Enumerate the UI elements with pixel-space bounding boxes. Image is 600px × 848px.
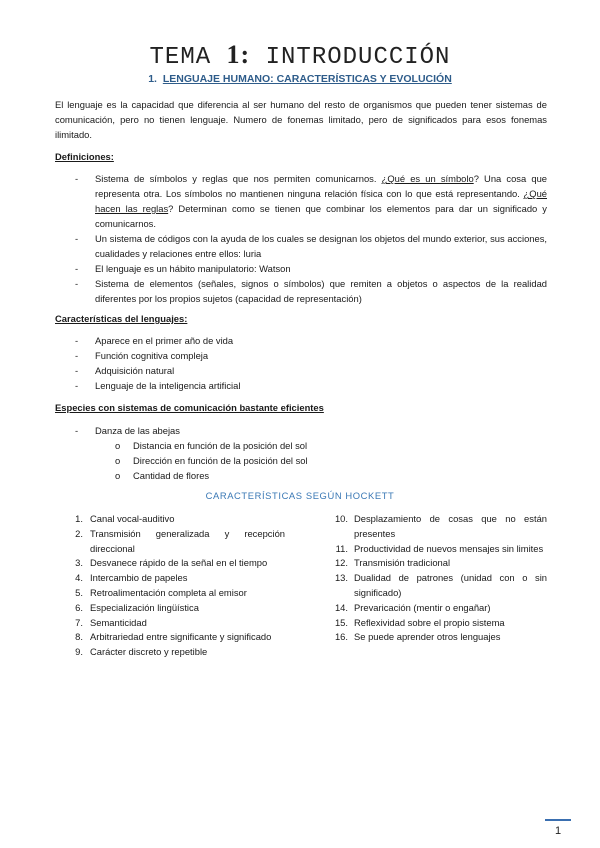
list-item: 9. Carácter discreto y repetible: [75, 646, 208, 658]
species-heading: Especies con sistemas de comunicación bastante eficientes: [55, 402, 324, 413]
list-item: 7. Semanticidad: [75, 616, 147, 628]
list-item: - Lenguaje de la inteligencia artificial: [75, 378, 547, 393]
species-list: [75, 423, 547, 483]
hockett-heading: CARACTERÍSTICAS SEGÚN HOCKETT: [205, 490, 395, 501]
page-title: TEMA 1: INTRODUCCIÓN: [149, 40, 451, 71]
list-item: 16. Se puede aprender otros lenguajes: [334, 631, 501, 643]
intro-paragraph: El lenguaje es la capacidad que diferencia al ser humano del resto de organismos que pueden tener sistemas de comunicación, pero no tienen lenguaje. Numero de fonemas limitado, pero de significados para esos fonemas ilimitado.: [55, 99, 547, 140]
list-item: 3. Desvanece rápido de la señal en el tiempo: [75, 557, 268, 569]
list-item: 4. Intercambio de papeles: [75, 572, 188, 584]
list-item: 10. Desplazamiento de cosas que no están presentes: [334, 513, 547, 539]
list-item: 14. Prevaricación (mentir o engañar): [334, 601, 491, 613]
list-item: - Danza de las abejas o Distancia en función de la posición del sol o Dirección en función de la posición del sol o Cantidad de flores: [75, 423, 547, 483]
list-item: - Aparece en el primer año de vida: [75, 333, 547, 348]
definitions-heading: Definiciones:: [55, 151, 114, 162]
list-item: 5. Retroalimentación completa al emisor: [75, 586, 247, 598]
list-item: - Sistema de símbolos y reglas que nos permiten comunicarnos. ¿Qué es un símbolo? Una cosa que representa otra. Los símbolos no mantienen ninguna relación física con lo que está representando. ¿Qué hacen las reglas? Determinan como se tienen que combinar los elementos para dar un significado y comunicarnos.: [75, 171, 547, 231]
sub-list-item: o Distancia en función de la posición del sol: [115, 438, 547, 453]
list-item: 13. Dualidad de patrones (unidad con o sin significado): [334, 572, 547, 598]
characteristics-list: [75, 333, 547, 393]
list-item: - Un sistema de códigos con la ayuda de los cuales se designan los objetos del mundo exterior, sus acciones, cualidades y relaciones entre ellos: luria: [75, 231, 547, 261]
list-item: 12. Transmisión tradicional: [334, 557, 451, 569]
list-item: 8. Arbitrariedad entre significante y significado: [75, 631, 272, 643]
list-item: 11. Productividad de nuevos mensajes sin limites: [335, 542, 544, 554]
list-item: 2. Transmisión generalizada y recepción direccional: [75, 527, 285, 554]
hockett-list-col2: [332, 512, 547, 645]
list-item: - Función cognitiva compleja: [75, 348, 547, 363]
page-number-rule: [545, 819, 571, 821]
section-subtitle: 1. LENGUAJE HUMANO: CARACTERÍSTICAS Y EVOLUCIÓN: [148, 73, 452, 85]
hockett-list-col1: [70, 512, 285, 660]
sub-list-item: o Dirección en función de la posición del sol: [115, 453, 547, 468]
list-item: 15. Reflexividad sobre el propio sistema: [334, 616, 505, 628]
list-item: 1. Canal vocal-auditivo: [75, 513, 175, 524]
list-item: - Sistema de elementos (señales, signos o símbolos) que remiten a objetos o aspectos de la realidad diferentes por los propios sujetos (capacidad de representación): [75, 276, 547, 306]
sub-list-item: o Cantidad de flores: [115, 468, 547, 483]
list-item: 6. Especialización lingüística: [75, 601, 199, 613]
page-number: 1: [545, 819, 571, 837]
definitions-list: [75, 171, 547, 306]
characteristics-heading: Características del lenguajes:: [55, 313, 188, 324]
list-item: - El lenguaje es un hábito manipulatorio: Watson: [75, 261, 547, 276]
list-item: - Adquisición natural: [75, 363, 547, 378]
